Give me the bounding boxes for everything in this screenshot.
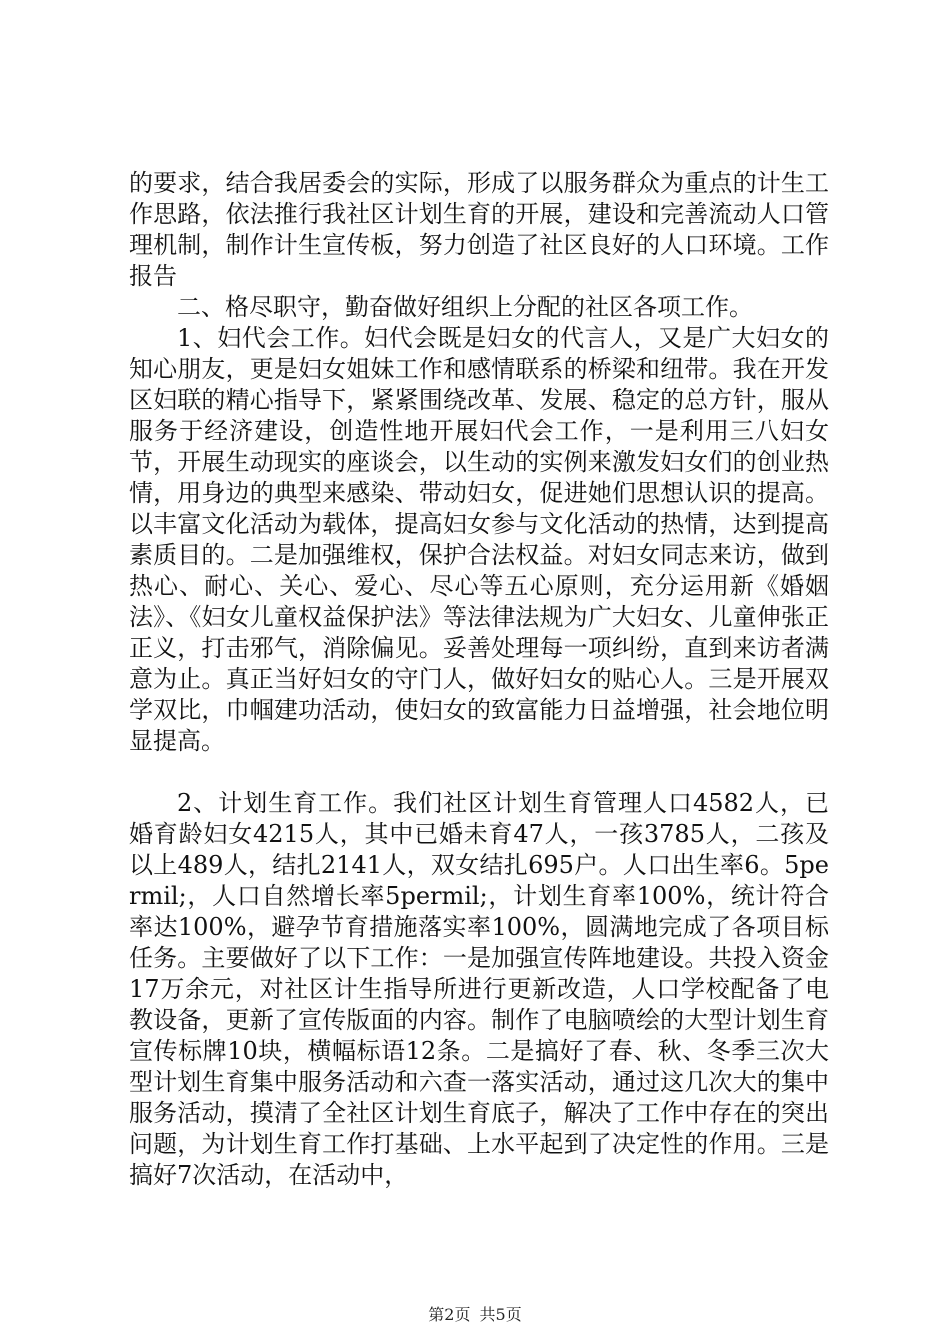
paragraph-womens-congress: 1、妇代会工作。妇代会既是妇女的代言人，又是广大妇女的知心朋友，更是妇女姐妹工作和感情联系的桥梁和纽带。我在开发区妇联的精心指导下，紧紧围绕改革、发展、稳定的总方针，服从服务于经济建设，创造性地开展妇代会工作，一是利用三八妇女节，开展生动现实的座谈会，以生动的实例来激发妇女们的创业热情，用身边的典型来感染、带动妇女，促进她们思想认识的提高。以丰富文化活动为载体，提高妇女参与文化活动的热情，达到提高素质目的。二是加强维权，保护合法权益。对妇女同志来访，做到热心、耐心、关心、爱心、尽心等五心原则，充分运用新《婚姻法》、《妇女儿童权益保护法》等法律法规为广大妇女、儿童伸张正正义，打击邪气，消除偏见。妥善处理每一项纠纷，直到来访者满意为止。真正当好妇女的守门人，做好妇女的贴心人。三是开展双学双比，巾帼建功活动，使妇女的致富能力日益增强，社会地位明显提高。 (129, 324, 829, 755)
paragraph-continued: 的要求，结合我居委会的实际，形成了以服务群众为重点的计生工作思路，依法推行我社区计划生育的开展，建设和完善流动人口管理机制，制作计生宣传板，努力创造了社区良好的人口环境。工作报告 (129, 169, 829, 290)
page-number: 第2页 (428, 1305, 471, 1324)
paragraph-section-heading: 二、格尽职守，勤奋做好组织上分配的社区各项工作。 (177, 293, 753, 321)
document-body (129, 168, 829, 1191)
paragraph-family-planning: 2、计划生育工作。我们社区计划生育管理人口4582人，已婚育龄妇女4215人，其中已婚未育47人，一孩3785人，二孩及以上489人，结扎2141人，双女结扎695户。人口出生率6。5permil;，人口自然增长率5permil;，计划生育率100%，统计符合率达100%，避孕节育措施落实率100%，圆满地完成了各项目标任务。主要做好了以下工作：一是加强宣传阵地建设。共投入资金17万余元，对社区计生指导所进行更新改造，人口学校配备了电教设备，更新了宣传版面的内容。制作了电脑喷绘的大型计划生育宣传标牌10块，横幅标语12条。二是搞好了春、秋、冬季三次大型计划生育集中服务活动和六查一落实活动，通过这几次大的集中服务活动，摸清了全社区计划生育底子，解决了工作中存在的突出问题，为计划生育工作打基础、上水平起到了决定性的作用。三是搞好7次活动，在活动中， (129, 789, 829, 1189)
page-total: 共5页 (479, 1305, 522, 1324)
page-footer (0, 1302, 950, 1325)
